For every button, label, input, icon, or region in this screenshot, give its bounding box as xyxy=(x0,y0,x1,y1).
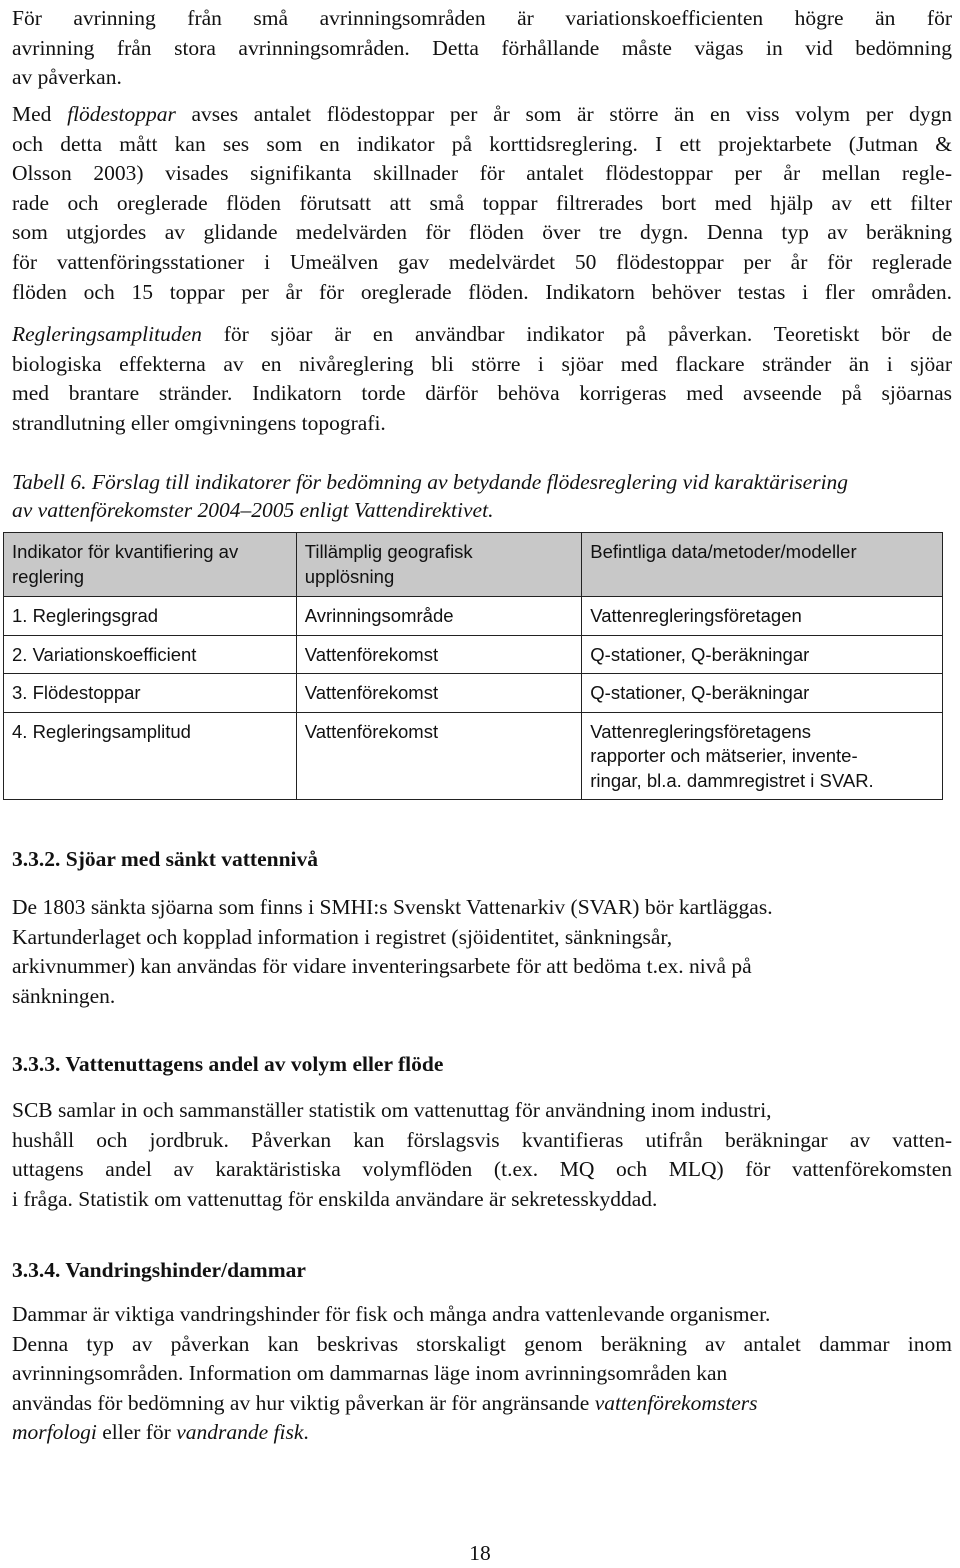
text-line: biologiska effekterna av en nivåreglering bli större i sjöar med flackare stränder än i sjöar xyxy=(12,351,952,376)
text-line: för vattenföringsstationer i Umeälven gav medelvärdet 50 flödestoppar per år för reglerade xyxy=(12,249,952,274)
text-line: och detta mått kan ses som en indikator på korttidsreglering. I ett projektarbete (Jutman & xyxy=(12,131,952,156)
section-heading-3-3-3: 3.3.3. Vattenuttagens andel av volym eller flöde xyxy=(12,1052,444,1076)
term-flodestoppar: flödestoppar xyxy=(67,102,176,126)
text-line: av påverkan. xyxy=(12,65,122,90)
text-line: hushåll och jordbruk. Påverkan kan förslagsvis kvantifieras utifrån beräkningar av vatten- xyxy=(12,1127,952,1152)
text-line: SCB samlar in och sammanställer statistik om vattenuttag för användning inom industri, xyxy=(12,1098,772,1122)
section-body-3-3-3 xyxy=(12,1096,952,1214)
text-line: flöden och 15 toppar per år för oreglerade flöden. Indikatorn behöver testas i fler områden. xyxy=(12,279,952,304)
text-line: rade och oreglerade flöden förutsatt att små toppar filtrerades bort med hjälp av ett filter xyxy=(12,190,952,215)
text-line: som utgjordes av glidande medelvärden för flöden över tre dygn. Denna typ av beräkning xyxy=(12,220,952,245)
text-line: Kartunderlaget och kopplad information i registret (sjöidentitet, sänkningsår, xyxy=(12,924,673,949)
table-label: Tabell 6. xyxy=(12,470,87,494)
section-heading-3-3-2: 3.3.2. Sjöar med sänkt vattennivå xyxy=(12,847,318,871)
section-body-3-3-4 xyxy=(12,1300,952,1448)
cell-data: Q-stationer, Q-beräkningar xyxy=(582,635,943,674)
cell-resolution: Vattenförekomst xyxy=(296,635,582,674)
text-line: i fråga. Statistik om vattenuttag för enskilda användare är sekretesskyddad. xyxy=(12,1186,658,1211)
term-morfologi: morfologi xyxy=(12,1420,97,1444)
table-row xyxy=(4,635,943,674)
cell-data: Vattenregleringsföretagens rapporter och mätserier, invente- ringar, bl.a. dammregistret i SVAR. xyxy=(582,712,943,800)
paragraph-variation xyxy=(12,4,952,93)
table-row xyxy=(4,674,943,713)
text-line: Denna typ av påverkan kan beskrivas storskaligt genom beräkning av antalet dammar inom xyxy=(12,1331,952,1356)
cell-resolution: Avrinningsområde xyxy=(296,597,582,636)
cell-indicator: 2. Variationskoefficient xyxy=(4,635,297,674)
text-line: Dammar är viktiga vandringshinder för fisk och många andra vattenlevande organismer. xyxy=(12,1302,771,1326)
cell-resolution: Vattenförekomst xyxy=(296,712,582,800)
text-line: användas för bedömning av hur viktig påverkan är för angränsande vattenförekomsters xyxy=(12,1390,758,1415)
indicator-table xyxy=(3,532,943,800)
text-line: avrinningsområden. Information om dammarnas läge inom avrinningsområden kan xyxy=(12,1361,728,1385)
table-row xyxy=(4,597,943,636)
table-row xyxy=(4,712,943,800)
header-data: Befintliga data/metoder/modeller xyxy=(582,533,943,597)
cell-data: Q-stationer, Q-beräkningar xyxy=(582,674,943,713)
text-line: sänkningen. xyxy=(12,983,116,1008)
cell-resolution: Vattenförekomst xyxy=(296,674,582,713)
header-resolution: Tillämplig geografisk upplösning xyxy=(296,533,582,597)
text-line: strandlutning eller omgivningens topografi. xyxy=(12,410,386,435)
text-line: De 1803 sänkta sjöarna som finns i SMHI:s Svenskt Vattenarkiv (SVAR) bör kartläggas. xyxy=(12,895,773,919)
table-caption: Tabell 6. Förslag till indikatorer för bedömning av betydande flödesreglering vid karaktärisering av vattenförekomster 2004–2005 enligt Vattendirektivet. xyxy=(12,470,849,522)
page-number: 18 xyxy=(469,1541,491,1565)
table-header-row xyxy=(4,533,943,597)
term-regleringsamplituden: Regleringsamplituden xyxy=(12,322,202,346)
text-line: arkivnummer) kan användas för vidare inventeringsarbete för att bedöma t.ex. nivå på xyxy=(12,954,752,978)
cell-indicator: 3. Flödestoppar xyxy=(4,674,297,713)
text-line: Olsson 2003) visades signifikanta skillnader för antalet flödestoppar per år mellan regle- xyxy=(12,161,952,186)
text-line: med brantare stränder. Indikatorn torde därför behöva korrigeras med avseende på sjöarnas xyxy=(12,381,952,406)
header-indicator: Indikator för kvantifiering av reglering xyxy=(4,533,297,597)
term-vattenforekomsters: vattenförekomsters xyxy=(594,1390,758,1415)
section-body-3-3-2 xyxy=(12,893,952,1011)
text-line: För avrinning från små avrinningsområden är variationskoefficienten högre än för xyxy=(12,6,952,30)
cell-data: Vattenregleringsföretagen xyxy=(582,597,943,636)
text-line: Med flödestoppar avses antalet flödestoppar per år som är större än en viss volym per dygn xyxy=(12,102,952,126)
cell-indicator: 4. Regleringsamplitud xyxy=(4,712,297,800)
term-vandrande-fisk: vandrande fisk xyxy=(176,1420,304,1444)
section-heading-3-3-4: 3.3.4. Vandringshinder/dammar xyxy=(12,1258,306,1282)
text-line: morfologi eller för vandrande fisk. xyxy=(12,1420,309,1444)
paragraph-flood-peaks xyxy=(12,100,952,307)
text-line: Regleringsamplituden för sjöar är en användbar indikator på påverkan. Teoretiskt bör de xyxy=(12,322,952,346)
text-line: uttagens andel av karaktäristiska volymflöden (t.ex. MQ och MLQ) för vattenförekomsten xyxy=(12,1157,952,1181)
cell-indicator: 1. Regleringsgrad xyxy=(4,597,297,636)
text-line: avrinning från stora avrinningsområden. Detta förhållande måste vägas in vid bedömning xyxy=(12,35,952,60)
paragraph-regulation-amplitude xyxy=(12,320,952,438)
